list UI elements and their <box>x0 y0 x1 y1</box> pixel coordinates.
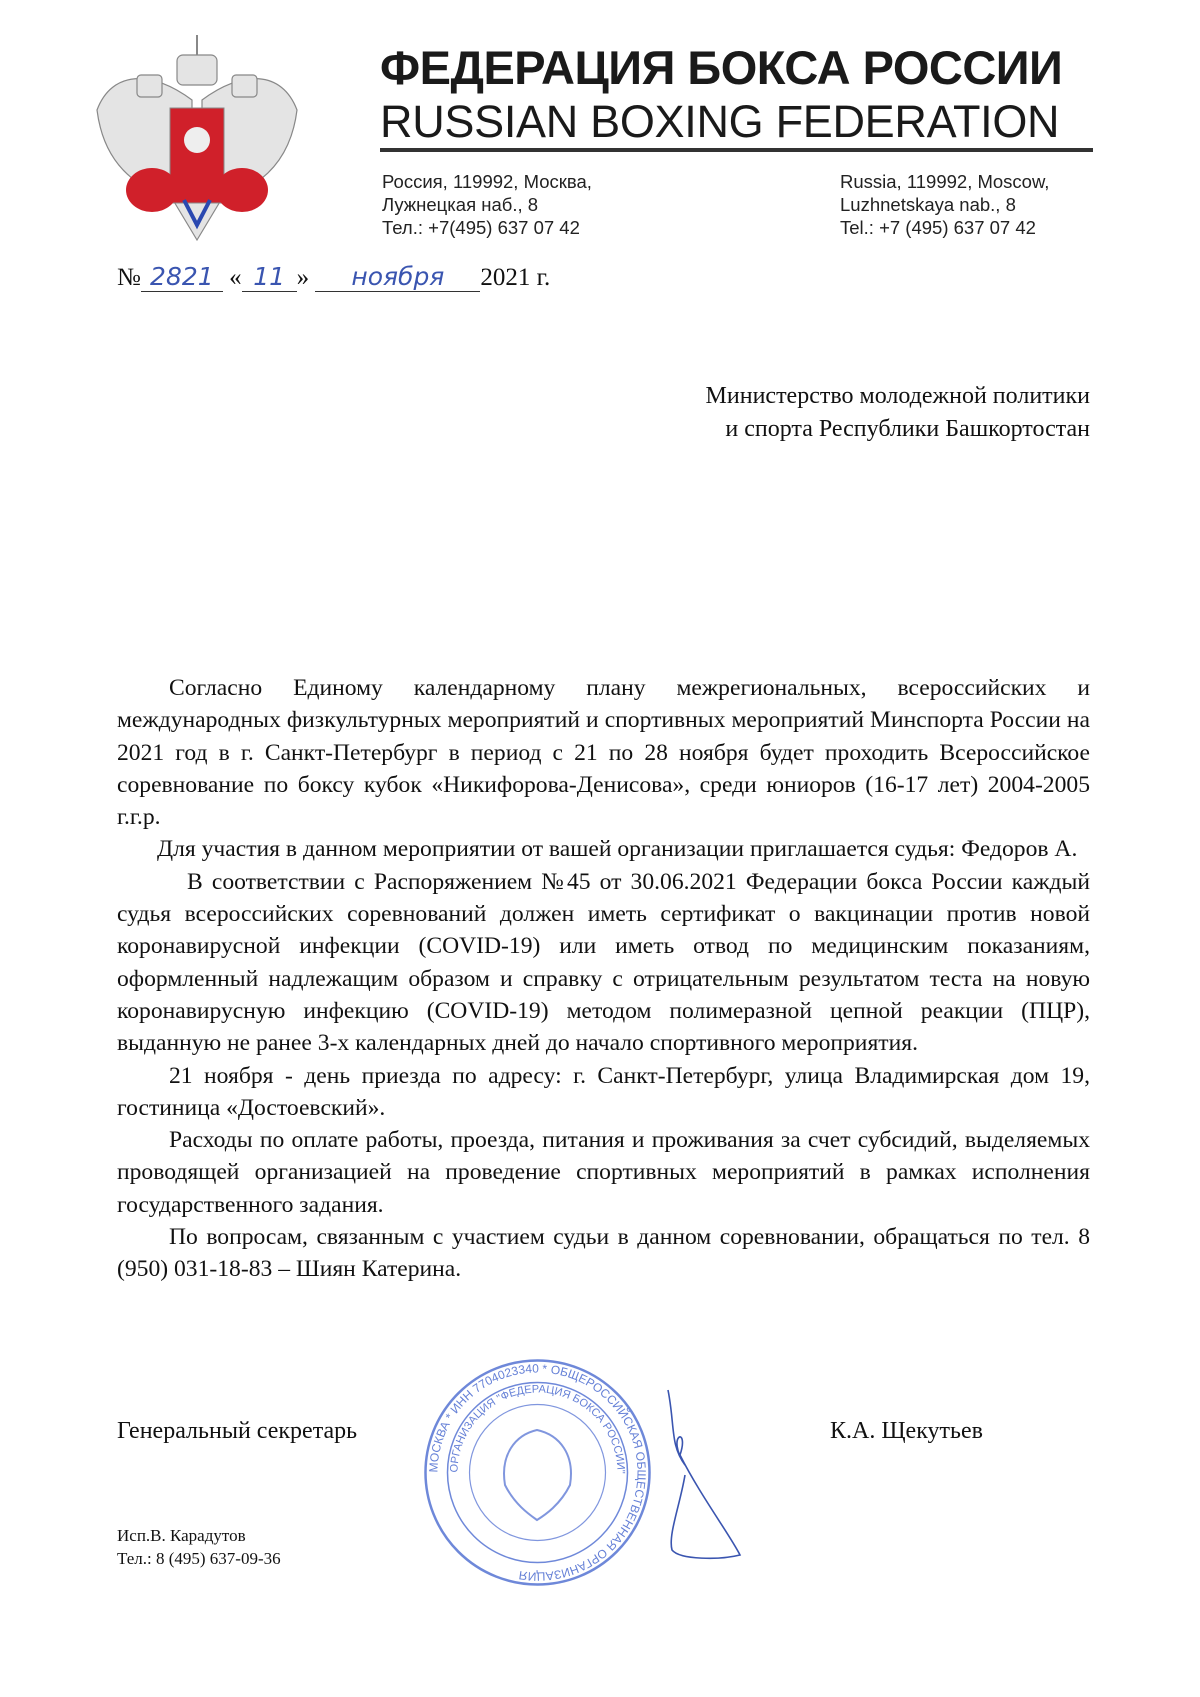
letter-body <box>117 672 1090 1286</box>
paragraph: По вопросам, связанным с участием судьи в данном соревновании, обращаться по тел. 8 (950) 031-18-83 – Шиян Катерина. <box>117 1224 1090 1283</box>
signatory-position: Генеральный секретарь <box>117 1418 358 1444</box>
executor-info <box>117 1524 281 1570</box>
address-en-line: Russia, 119992, Moscow, <box>840 171 1050 192</box>
signatory-name: К.А. Щекутьев <box>830 1418 983 1444</box>
letterhead-title-ru: ФЕДЕРАЦИЯ БОКСА РОССИИ <box>380 41 1063 94</box>
federation-emblem-logo <box>92 30 302 245</box>
reference-month: ноября <box>315 262 480 292</box>
address-ru <box>382 170 592 239</box>
address-ru-line: Россия, 119992, Москва, <box>382 171 592 192</box>
paragraph: Расходы по оплате работы, проезда, питания и проживания за счет субсидий, выделяемых проводящей организацией на проведение спортивных мероприятий в рамках исполнения государственного задания. <box>117 1127 1090 1218</box>
address-ru-line: Лужнецкая наб., 8 <box>382 194 539 215</box>
paragraph: Согласно Единому календарному плану межрегиональных, всероссийских и международных физкультурных мероприятий и спортивных мероприятий Минспорта России на 2021 год в г. Санкт-Петербург в период с 21 по 28 ноября будет проходить Всероссийское соревнование по боксу кубок «Никифорова-Денисова», среди юниоров (16-17 лет) 2004-2005 г.г.р. <box>117 675 1090 831</box>
quote-open: « <box>229 264 242 291</box>
paragraph: Для участия в данном мероприятии от вашей организации приглашается судья: Федоров А. <box>157 836 1078 863</box>
svg-text:ОРГАНИЗАЦИЯ "ФЕДЕРАЦИЯ БОКСА Р: ОРГАНИЗАЦИЯ "ФЕДЕРАЦИЯ БОКСА РОССИИ" <box>448 1383 627 1474</box>
number-label: № <box>117 264 141 291</box>
reference-line <box>117 262 550 292</box>
executor-name: Исп.В. Карадутов <box>117 1526 246 1545</box>
executor-phone: Тел.: 8 (495) 637-09-36 <box>117 1549 281 1568</box>
address-en-line: Tel.: +7 (495) 637 07 42 <box>840 217 1036 238</box>
address-en-line: Luzhnetskaya nab., 8 <box>840 194 1016 215</box>
quote-close: » <box>296 264 310 291</box>
address-ru-line: Тел.: +7(495) 637 07 42 <box>382 217 580 238</box>
recipient-line: Министерство молодежной политики <box>705 383 1090 409</box>
official-stamp <box>420 1355 655 1590</box>
reference-day: 11 <box>242 262 297 292</box>
paragraph: 21 ноября - день приезда по адресу: г. Санкт-Петербург, улица Владимирская дом 19, гостиница «Достоевский». <box>117 1062 1090 1121</box>
reference-number: 2821 <box>141 262 223 292</box>
handwritten-signature <box>660 1385 760 1565</box>
paragraph: В соответствии с Распоряжением №45 от 30.06.2021 Федерации бокса России каждый судья всероссийских соревнований должен иметь сертификат о вакцинации против новой коронавирусной инфекции (COVID-19) или иметь отвод по медицинским показаниям, оформленный надлежащим образом и справку с отрицательным результатом теста на новую коронавирусную инфекцию (COVID-19) методом полимеразной цепной реакции (ПЦР), выданную не ранее 3-х календарных дней до начало спортивного мероприятия. <box>117 868 1090 1057</box>
recipient-line: и спорта Республики Башкортостан <box>725 416 1090 442</box>
svg-text:МОСКВА * ИНН 7704023340 * ОБЩЕ: МОСКВА * ИНН 7704023340 * ОБЩЕРОССИЙСКАЯ ОБЩЕСТВЕННАЯ ОРГАНИЗАЦИЯ <box>426 1361 649 1584</box>
recipient <box>706 380 1090 446</box>
reference-year: 2021 г. <box>480 264 551 291</box>
address-en <box>840 170 1049 239</box>
letterhead-title-en: RUSSIAN BOXING FEDERATION <box>380 96 1060 147</box>
letterhead-divider <box>380 148 1093 152</box>
